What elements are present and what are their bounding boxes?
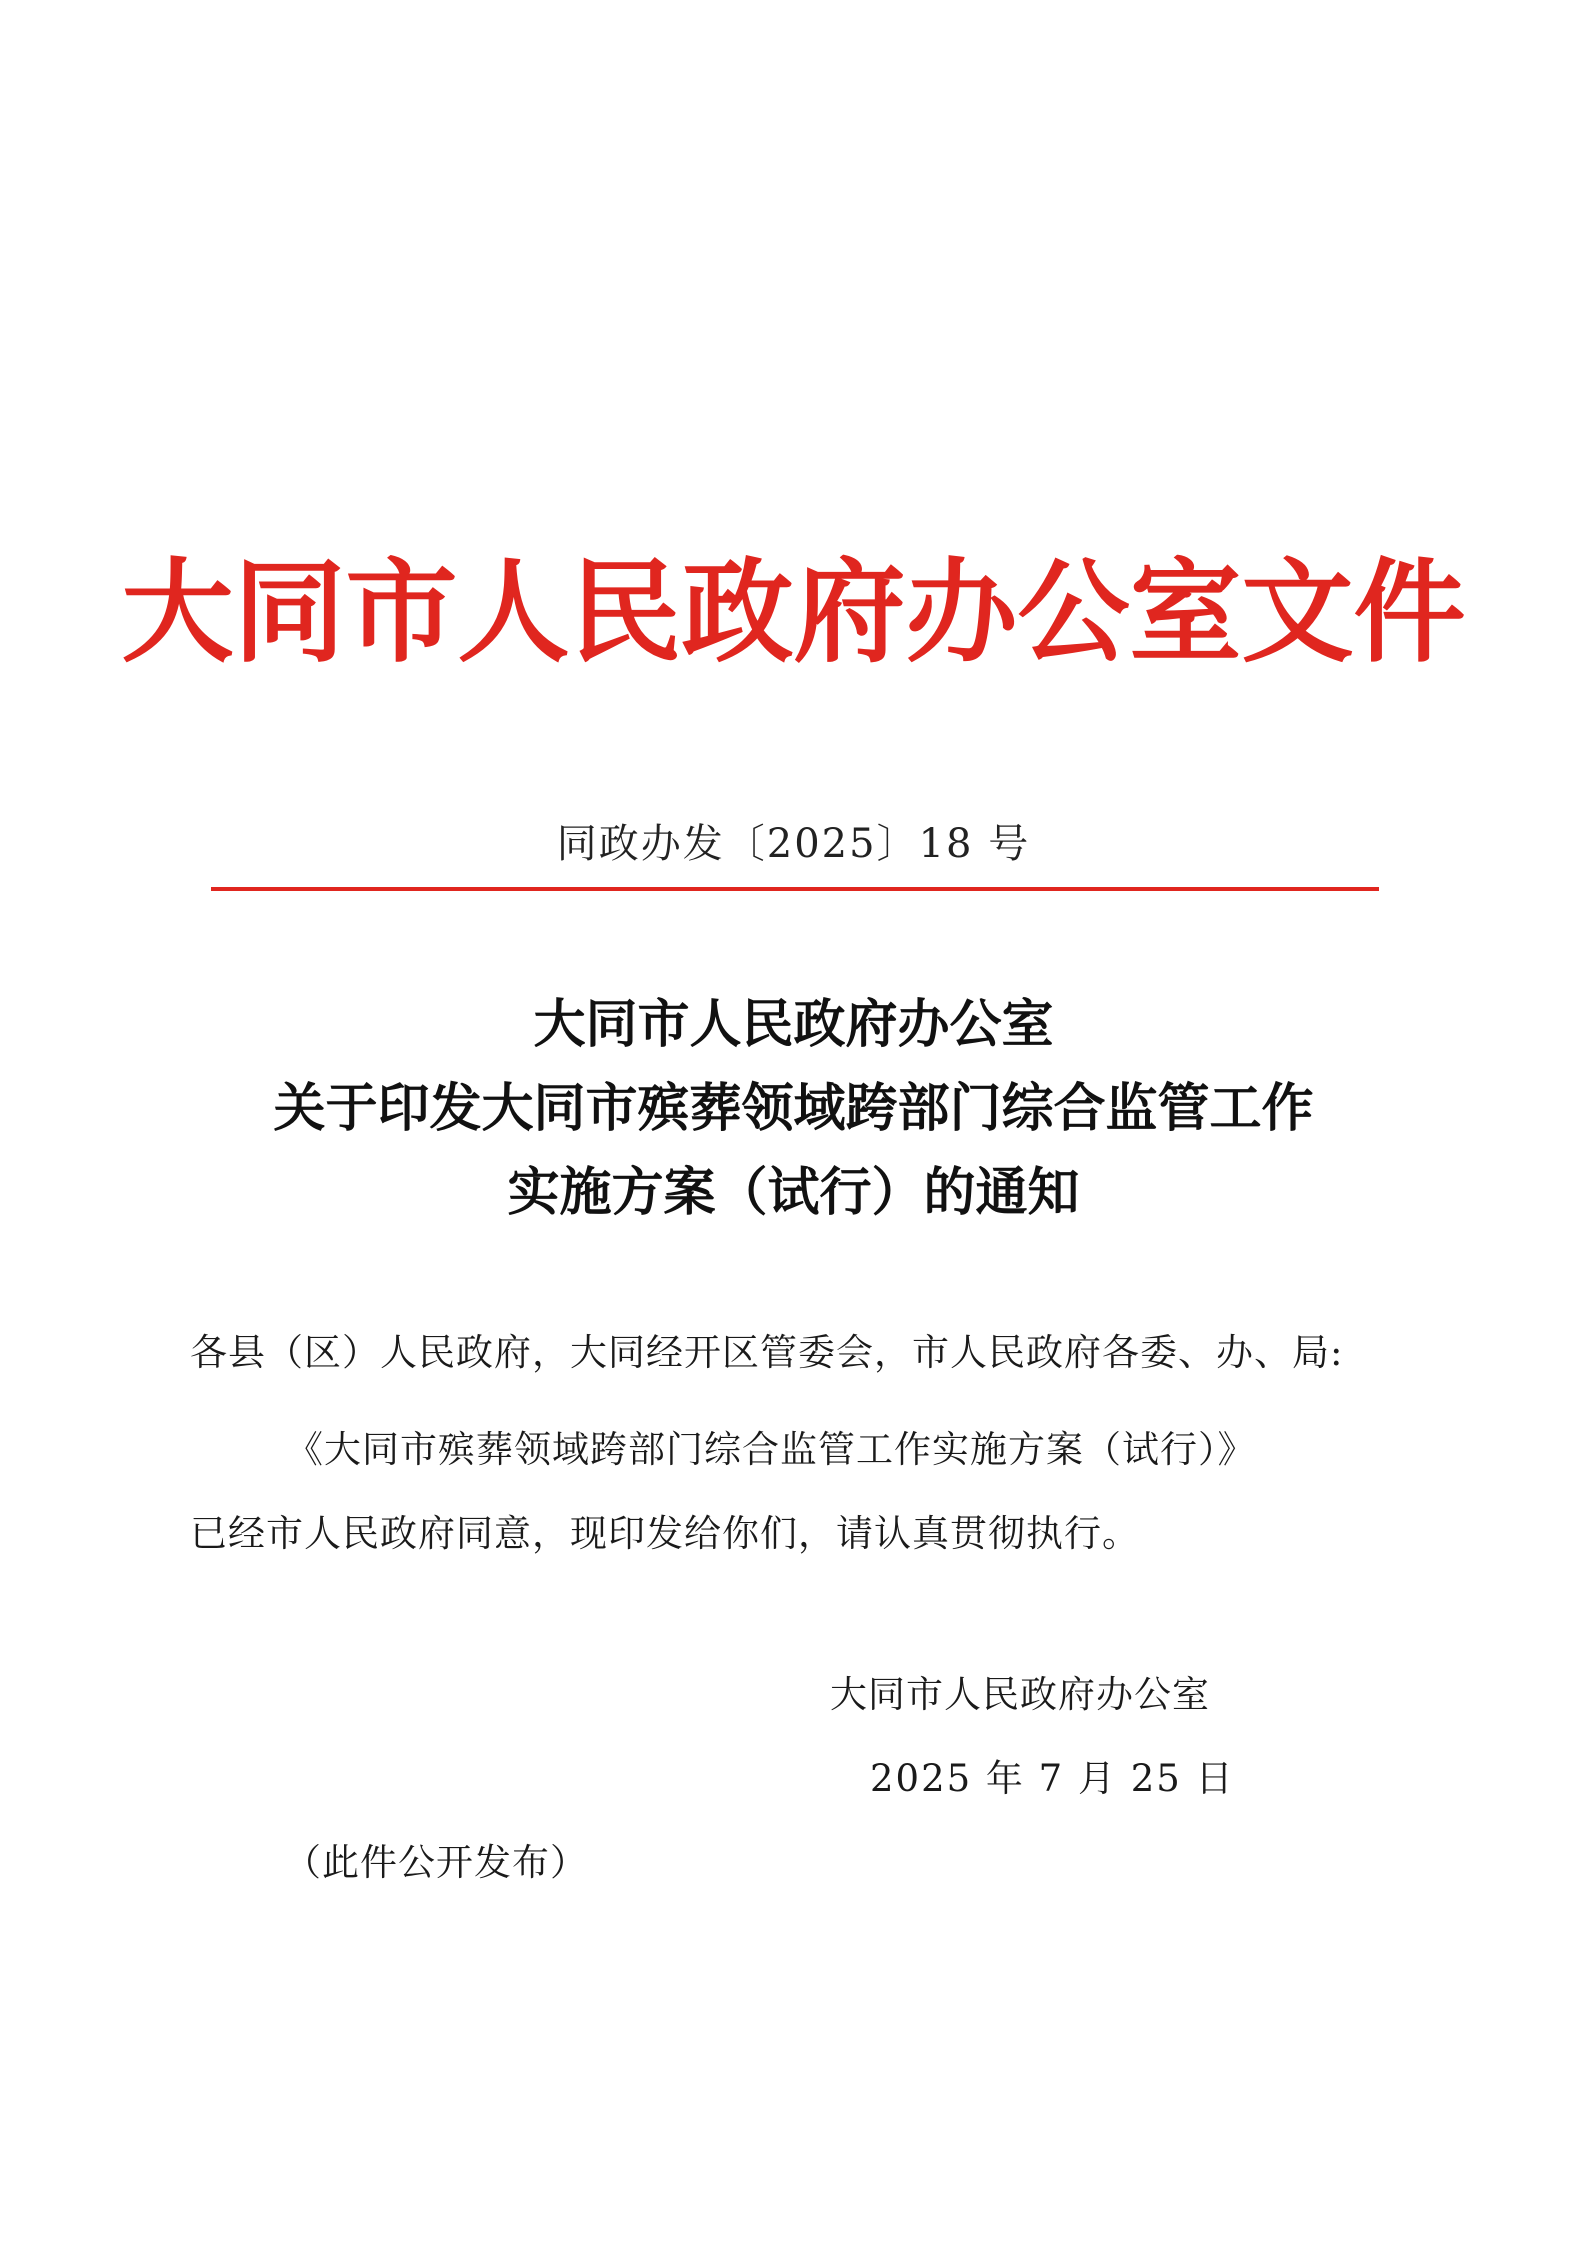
title-line-1: 大同市人民政府办公室 [533,994,1054,1055]
document-number: 同政办发〔2025〕18 号 [556,821,1031,867]
title-line-2: 关于印发大同市殡葬领域跨部门综合监管工作 [273,1078,1314,1139]
issue-date: 2025 年 7 月 25 日 [870,1757,1235,1800]
publication-note: （此件公开发布） [284,1841,588,1884]
body-line-1: 《大同市殡葬领域跨部门综合监管工作实施方案（试行）》 [286,1428,1256,1471]
red-separator-rule [211,887,1379,891]
issuing-authority: 大同市人民政府办公室 [830,1673,1210,1716]
document-title [0,983,1587,1235]
body-paragraph [190,1408,1400,1576]
body-line-2: 已经市人民政府同意，现印发给你们，请认真贯彻执行。 [190,1512,1140,1555]
title-line-3: 实施方案（试行）的通知 [507,1162,1080,1223]
red-masthead: 大同市人民政府办公室文件 [121,547,1466,678]
addressee-line: 各县（区）人民政府，大同经开区管委会，市人民政府各委、办、局: [190,1331,1344,1374]
